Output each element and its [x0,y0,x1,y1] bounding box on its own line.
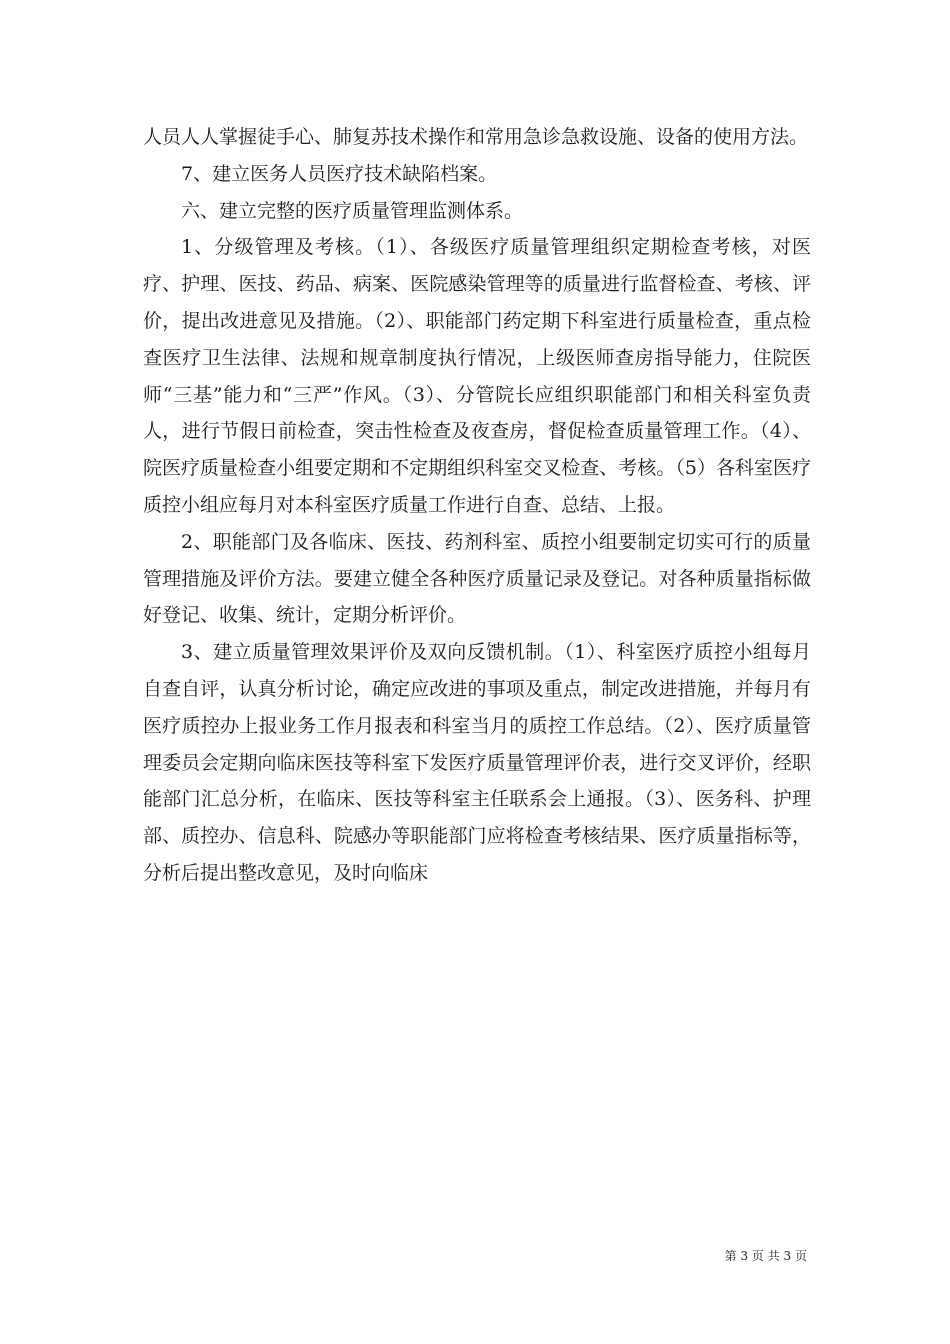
section-heading-6: 六、建立完整的医疗质量管理监测体系。 [181,199,524,222]
paragraph-item-2: 2、职能部门及各临床、医技、药剂科室、质控小组要制定切实可行的质量管理措施及评价方法。要建立健全各种医疗质量记录及登记。对各种质量指标做好登记、收集、统计，定期分析评价。 [143,530,811,627]
paragraph-item-3: 3、建立质量管理效果评价及双向反馈机制。（1）、科室医疗质控小组每月自查自评，认真分析讨论，确定应改进的事项及重点，制定改进措施，并每月有医疗质控办上报业务工作月报表和科室当月的质控工作总结。（2）、医疗质量管理委员会定期向临床医技等科室下发医疗质量管理评价表，进行交叉评价，经职能部门汇总分析，在临床、医技等科室主任联系会上通报。（3）、医务科、护理部、质控办、信息科、院感办等职能部门应将检查考核结果、医疗质量指标等，分析后提出整改意见，及时向临床 [143,641,811,884]
document-body [143,119,811,892]
paragraph-item-1: 1、分级管理及考核。（1）、各级医疗质量管理组织定期检查考核，对医疗、护理、医技、药品、病案、医院感染管理等的质量进行监督检查、考核、评价，提出改进意见及措施。（2）、职能部门药定期下科室进行质量检查，重点检查医疗卫生法律、法规和规章制度执行情况，上级医师查房指导能力，住院医师“三基”能力和“三严”作风。（3）、分管院长应组织职能部门和相关科室负责人，进行节假日前检查，突击性检查及夜查房，督促检查质量管理工作。（4）、院医疗质量检查小组要定期和不定期组织科室交叉检查、考核。（5）各科室医疗质控小组应每月对本科室医疗质量工作进行自查、总结、上报。 [143,236,811,516]
page-number: 第 3 页 共 3 页 [724,1249,807,1263]
paragraph-continuation: 人员人人掌握徒手心、肺复苏技术操作和常用急诊急救设施、设备的使用方法。 [143,126,809,148]
paragraph-item-7: 7、建立医务人员医疗技术缺陷档案。 [181,162,498,185]
